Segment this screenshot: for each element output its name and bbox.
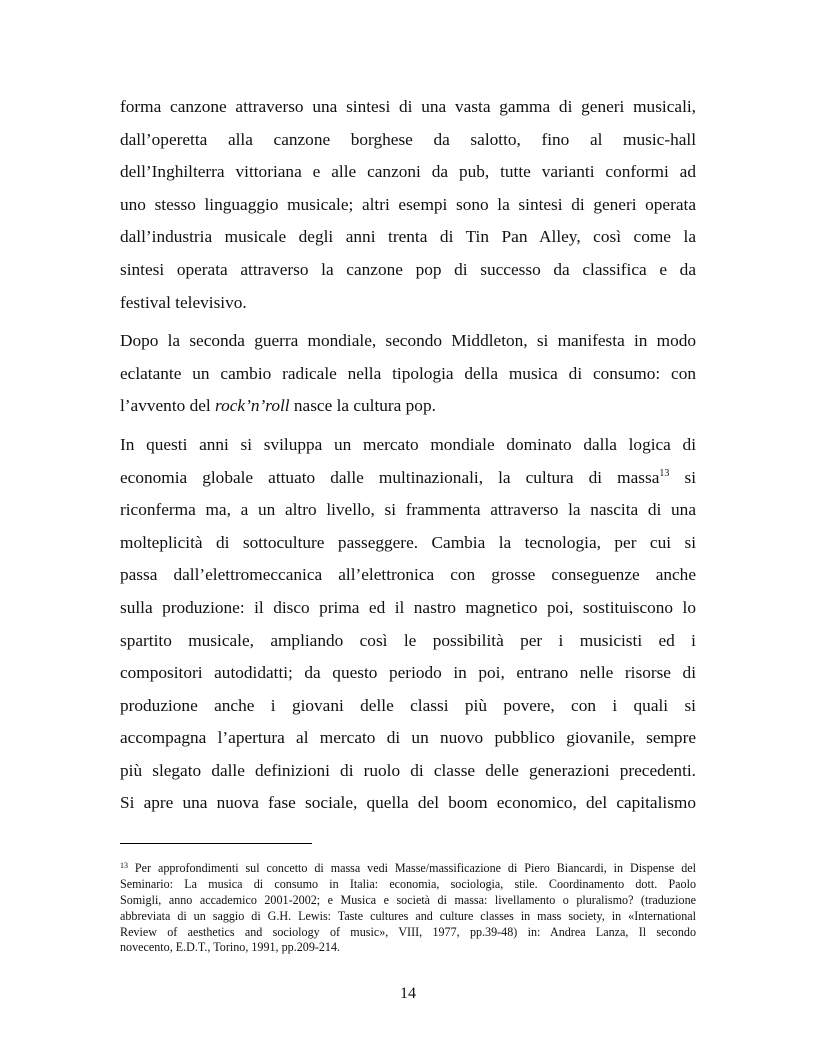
footnote-13 (120, 861, 696, 956)
footnote-reference[interactable]: 13 (659, 467, 670, 479)
text-line: dall’industria musicale degli anni trenta di Tin Pan Alley, così come la (120, 227, 696, 247)
text-segment: economia globale attuato dalle multinazionali, la cultura di massa (120, 467, 660, 487)
text-segment: nasce la cultura pop. (289, 396, 436, 416)
text-line: spartito musicale, ampliando così le possibilità per i musicisti ed i (120, 630, 696, 650)
text-line (120, 462, 696, 495)
text-line: In questi anni si sviluppa un mercato mondiale dominato dalla logica di (120, 434, 696, 454)
paragraph-3 (120, 429, 696, 820)
footnote-line: abbreviata di un saggio di G.H. Lewis: Taste cultures and culture classes in mass society, in «International (120, 908, 696, 923)
text-line: festival televisivo. (120, 292, 247, 312)
footnote-line: Somigli, anno accademico 2001-2002; e Musica e società di massa: livellamento o pluralismo? (traduzione (120, 892, 696, 907)
text-line: sintesi operata attraverso la canzone pop di successo da classifica e da (120, 259, 696, 279)
text-line: forma canzone attraverso una sintesi di una vasta gamma di generi musicali, (120, 97, 696, 116)
text-line: molteplicità di sottoculture passeggere. Cambia la tecnologia, per cui si (120, 532, 696, 552)
text-line: passa dall’elettromeccanica all’elettronica con grosse conseguenze anche (120, 565, 696, 585)
footnote-line: Review of aesthetics and sociology of music», VIII, 1977, pp.39-48) in: Andrea Lanza, Il secondo (120, 924, 696, 939)
text-line: dell’Inghilterra vittoriana e alle canzoni da pub, tutte varianti conformi ad (120, 162, 696, 182)
page-number: 14 (400, 985, 416, 1002)
italic-term: rock’n’roll (215, 396, 290, 416)
text-line: riconferma ma, a un altro livello, si frammenta attraverso la nascita di una (120, 500, 696, 520)
footnote-number: 13 (120, 861, 128, 870)
footnote-line: Seminario: La musica di consumo in Italia: economia, sociologia, stile. Coordinamento dott. Paolo (120, 876, 696, 891)
text-segment: l’avvento del (120, 396, 216, 416)
footnote-line (120, 861, 696, 877)
text-line: Dopo la seconda guerra mondiale, secondo Middleton, si manifesta in modo (120, 331, 696, 351)
text-line: più slegato dalle definizioni di ruolo di classe delle generazioni precedenti. (120, 760, 696, 780)
footnote-text: Per approfondimenti sul concetto di massa vedi Masse/massificazione di Piero Biancardi, in Dispense del (128, 861, 696, 875)
text-line: eclatante un cambio radicale nella tipologia della musica di consumo: con (120, 363, 696, 383)
text-line: accompagna l’apertura al mercato di un nuovo pubblico giovanile, sempre (120, 728, 696, 748)
footnote-line: novecento, E.D.T., Torino, 1991, pp.209-214. (120, 940, 341, 955)
paragraph-1 (120, 91, 696, 319)
text-line: compositori autodidatti; da questo periodo in poi, entrano nelle risorse di (120, 663, 696, 683)
text-segment: si (669, 467, 696, 487)
text-line: sulla produzione: il disco prima ed il nastro magnetico poi, sostituiscono lo (120, 597, 696, 617)
text-line: dall’operetta alla canzone borghese da salotto, fino al music-hall (120, 129, 696, 149)
body-text (120, 91, 696, 826)
text-line: produzione anche i giovani delle classi più povere, con i quali si (120, 695, 696, 715)
text-line: uno stesso linguaggio musicale; altri esempi sono la sintesi di generi operata (120, 194, 696, 214)
paragraph-2 (120, 325, 696, 423)
footnote-divider (120, 843, 312, 844)
text-line (120, 390, 696, 423)
text-line: Si apre una nuova fase sociale, quella del boom economico, del capitalismo (120, 793, 696, 813)
